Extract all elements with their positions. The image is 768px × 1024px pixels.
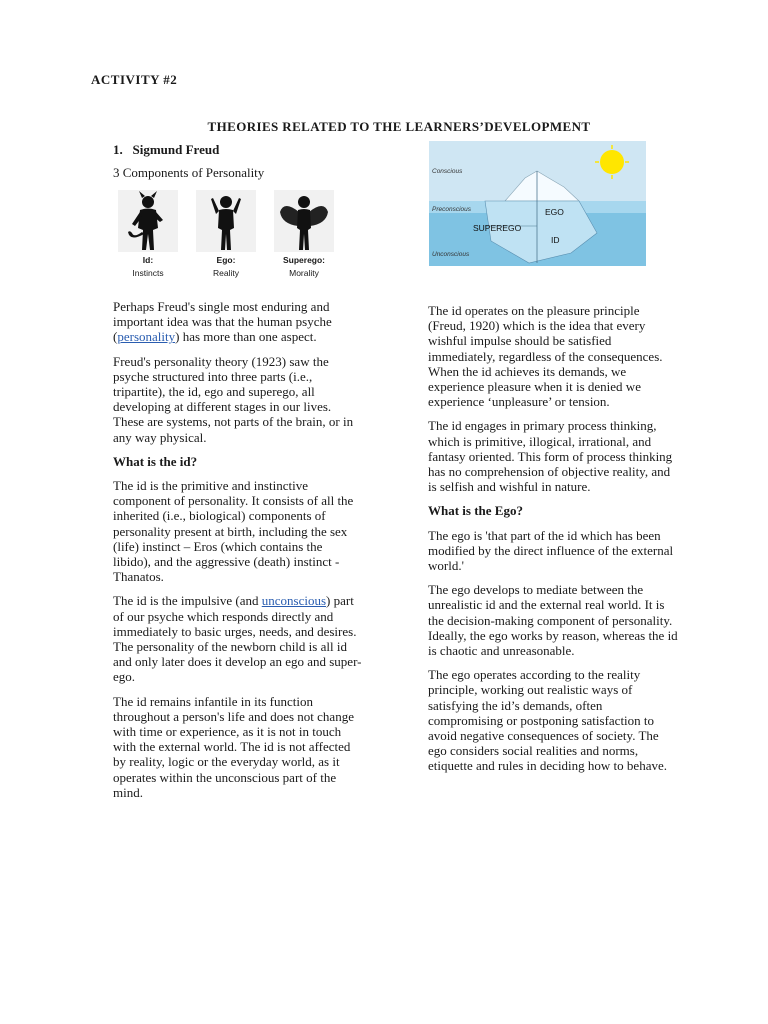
paragraph: The id operates on the pleasure principle (Freud, 1920) which is the idea that every wishful impulse should be satisfied immediately, regardless of the consequences. When the id achieves its demands, we experience pleasure when it is denied we experience ‘unpleasure’ or tension.: [428, 303, 663, 410]
id-label: ID: [551, 235, 560, 245]
figure-superego-label: Superego:: [282, 255, 326, 265]
figure-ego: [191, 190, 261, 290]
text-span: Perhaps Freud's single most enduring and important idea was that the human psyche (: [113, 299, 332, 345]
right-column: [428, 303, 678, 783]
figure-superego: [269, 190, 339, 290]
ego-label: EGO: [545, 207, 564, 217]
section-heading: 1. Sigmund Freud: [113, 142, 220, 157]
text-span: The id is the impulsive (and: [113, 593, 262, 609]
paragraph: [113, 593, 363, 684]
paragraph: The id engages in primary process thinking, which is primitive, illogical, irrational, and fantasy oriented. This form of process thinking has no comprehension of objective reality, and is selfish and wishful in nature.: [428, 418, 673, 495]
unconscious-label: Unconscious: [432, 251, 470, 258]
paragraph: The ego develops to mediate between the unrealistic id and the external real world. It is the decision-making component of personality. Ideally, the ego works by reason, whereas the id is chaotic and unreasonable.: [428, 582, 678, 659]
figure-superego-sub: Morality: [289, 268, 319, 278]
preconscious-label: Preconscious: [432, 206, 472, 213]
activity-label: ACTIVITY #2: [91, 72, 178, 87]
paragraph: The ego operates according to the reality principle, working out realistic ways of satisfying the id’s demands, often compromising or postponing satisfaction to avoid negative consequences of society. The ego considers social realities and norms, etiquette and rules in deciding how to behave.: [428, 667, 667, 774]
paragraph: The id is the primitive and instinctive component of personality. It consists of all the inherited (i.e., biological) components of personality present at birth, including the sex (life) instinct – Eros (which contains the libido), and the aggressive (death) instinct - Thanatos.: [113, 478, 354, 585]
page-title: THEORIES RELATED TO THE LEARNERS’DEVELOPMENT: [207, 119, 591, 134]
personality-figures: [113, 190, 339, 290]
section-subheading: 3 Components of Personality: [113, 165, 265, 180]
text-span: ) part of our psyche which responds directly and immediately to basic urges, needs, and desires. The personality of the newborn child is all id and only later does it develop an ego and super-ego.: [113, 593, 362, 685]
paragraph: Freud's personality theory (1923) saw the psyche structured into three parts (i.e., tripartite), the id, ego and superego, all developing at different stages in our lives. These are systems, not parts of the brain, or in any way physical.: [113, 353, 354, 445]
devil-figure-icon: [118, 190, 178, 252]
question-heading: What is the Ego?: [428, 503, 523, 519]
figure-id-sub: Instincts: [132, 268, 164, 278]
conscious-label: Conscious: [432, 168, 463, 175]
figure-ego-label: Ego:: [216, 255, 236, 265]
figure-id: [113, 190, 183, 290]
question-heading: What is the id?: [113, 453, 198, 469]
sun-icon: [600, 150, 624, 174]
personality-link[interactable]: personality: [117, 329, 176, 345]
person-figure-icon: [196, 190, 256, 252]
paragraph: The ego is 'that part of the id which has been modified by the direct influence of the external world.': [428, 527, 674, 574]
superego-label: SUPEREGO: [473, 223, 522, 233]
figure-ego-sub: Reality: [213, 268, 239, 278]
text-span: ) has more than one aspect.: [175, 329, 317, 345]
figure-id-label: Id:: [142, 255, 154, 265]
angel-figure-icon: [274, 190, 334, 252]
left-column: [113, 299, 363, 809]
iceberg-diagram: [429, 141, 646, 266]
unconscious-link[interactable]: unconscious: [261, 593, 327, 609]
paragraph: [113, 299, 363, 345]
paragraph: The id remains infantile in its function throughout a person's life and does not change with time or experience, as it is not in touch with the external world. The id is not affected by reality, logic or the everyday world, as it operates within the unconscious part of the mind.: [113, 693, 354, 800]
